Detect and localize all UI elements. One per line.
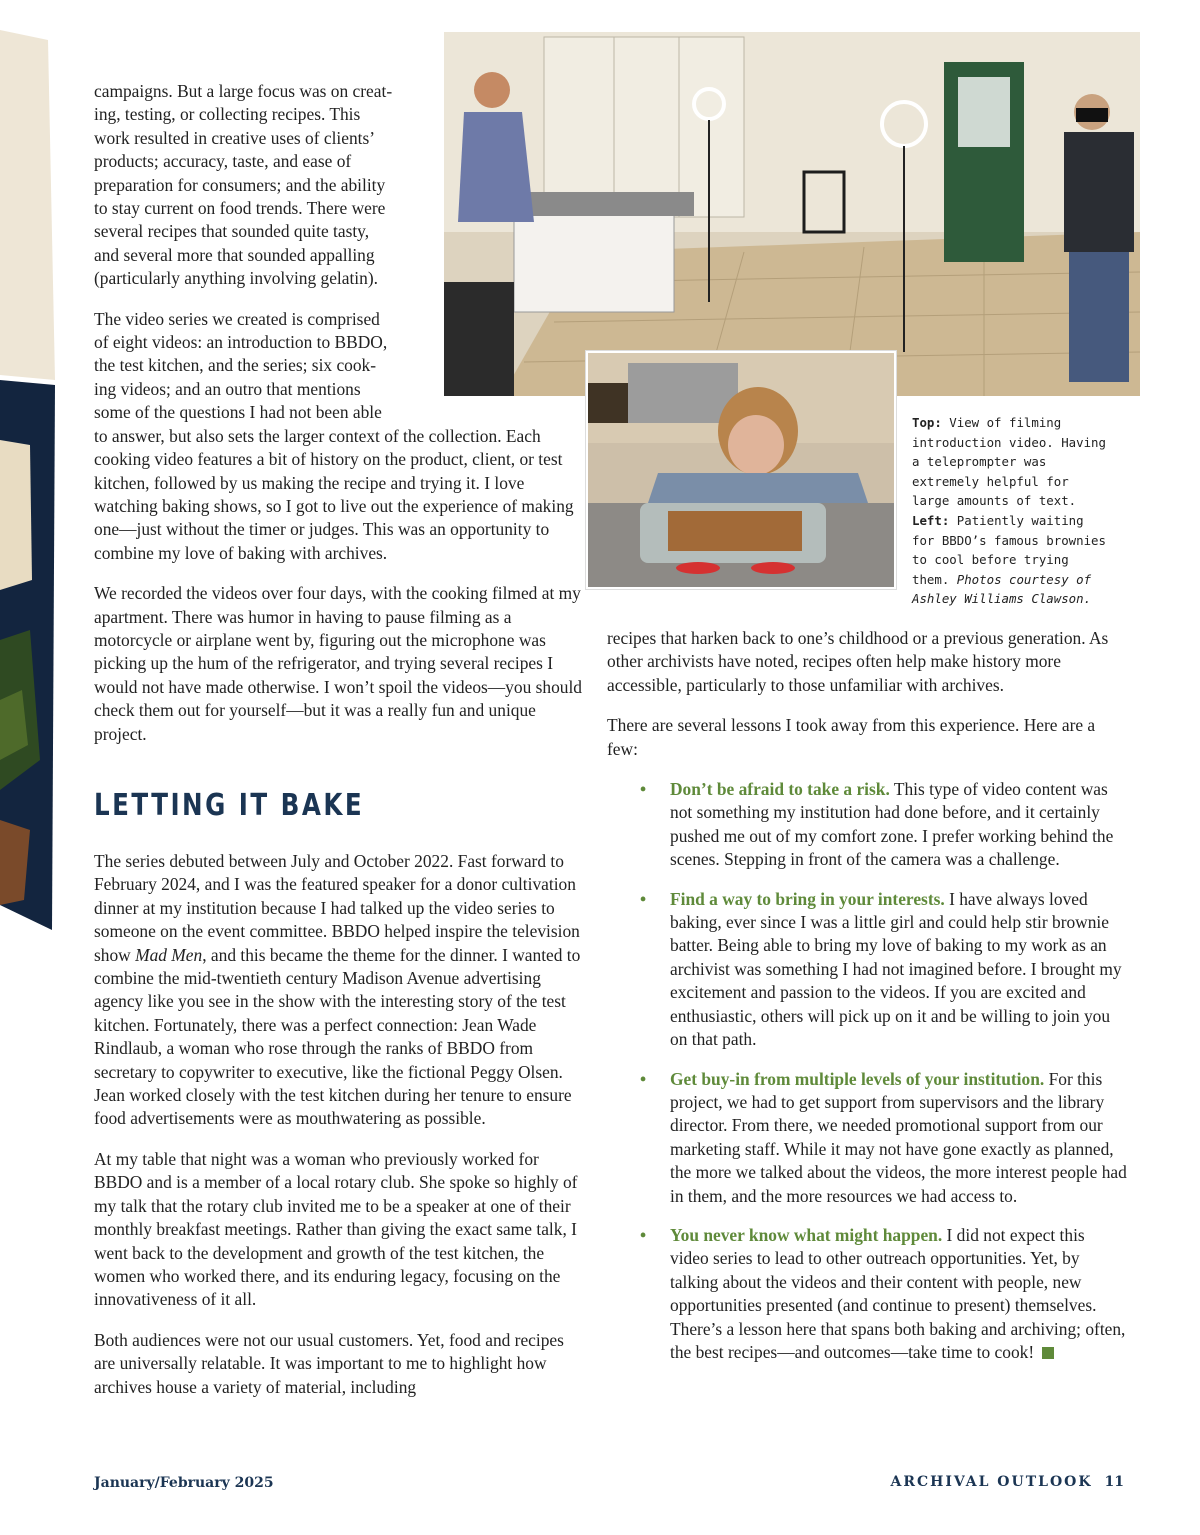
lessons-intro: There are several lessons I took away from this experience. Here are a few:	[607, 715, 1096, 759]
lesson-text: I have always loved baking, ever since I was a little girl and could help stir brownie batter. Being able to bring my love of baking to my work as an archivist was something I had not imagined before. I brought my excitement and passion to the videos. If you are excited and enthusiastic, others will pick up on it and be willing to join you on that path.	[670, 888, 1122, 1050]
recording-paragraph: We recorded the videos over four days, with the cooking filmed at my apartment. There was humor in having to pause filming as a motorcycle or airplane went by, figuring out the microphone was picking up the hum of the refrigerator, and trying several recipes I would not have made otherwise. I won’t spoil the videos—you should check them out for yourself—but it was a really fun and unique project.	[94, 583, 582, 744]
text-line: The video series we created is comprised	[94, 308, 380, 329]
caption-top-label: Top:	[912, 415, 942, 430]
lesson-text: This type of video content was not something my institution had done before, and it certainly pushed me out of my comfort zone. I prefer working behind the scenes. Stepping in front of the camera was a challenge.	[670, 779, 1114, 870]
brownies-photo	[586, 351, 896, 589]
text-line: several recipes that sounded quite tasty,	[94, 221, 370, 242]
lesson-lead: You never know what might happen.	[670, 1224, 943, 1245]
left-column	[94, 80, 584, 763]
video-series-paragraph	[94, 308, 584, 565]
text-line: of eight videos: an introduction to BBDO,	[94, 332, 388, 353]
left-edge-graphic	[0, 0, 60, 1535]
section-heading: LETTING IT BAKE	[94, 788, 365, 823]
bullet-marker: •	[640, 1224, 647, 1245]
left-column-lower	[94, 850, 584, 1416]
text-line: the test kitchen, and the series; six cook-	[94, 355, 377, 376]
bullet-marker: •	[640, 1068, 647, 1089]
lesson-text: I did not expect this video series to lead to other outreach opportunities. Yet, by talking about the videos and their content with people, new opportunities presented (and continue to present) themselves. There’s a lesson here that spans both baking and archiving; often, the best recipes—and outcomes—take time to cook!	[670, 1224, 1126, 1362]
series-debut-paragraph	[94, 850, 584, 1131]
text-line: campaigns. But a large focus was on creat-	[94, 81, 393, 101]
list-item	[607, 778, 1127, 872]
caption-credit: Photos courtesy of Ashley Williams Clawson.	[912, 571, 1092, 607]
text-line: work resulted in creative uses of clients’	[94, 127, 376, 148]
bullet-marker: •	[640, 888, 647, 909]
lesson-lead: Find a way to bring in your interests.	[670, 888, 945, 909]
issue-date: January/February 2025	[94, 1475, 274, 1491]
caption-left-text: Patiently waiting for BBDO’s famous brownies to cool before trying them.	[912, 512, 1106, 587]
text-line: preparation for consumers; and the ability	[94, 174, 386, 195]
running-footer	[891, 1474, 1124, 1490]
magazine-name: ARCHIVAL OUTLOOK	[890, 1474, 1093, 1490]
list-item	[607, 1224, 1127, 1364]
photo-caption	[912, 413, 1112, 609]
text-line: (particularly anything involving gelatin).	[94, 268, 378, 289]
paragraph-rest: to answer, but also sets the larger context of the collection. Each cooking video features a bit of history on the product, client, or test kitchen, followed by us making the recipe and trying it. I love watching baking shows, so I got to live out the experience of making one—just without the timer or judges. This was an opportunity to combine my love of baking with archives.	[94, 425, 574, 563]
lesson-lead: Get buy-in from multiple levels of your institution.	[670, 1068, 1045, 1089]
lessons-list	[607, 778, 1127, 1364]
bullet-marker: •	[640, 779, 647, 800]
audiences-paragraph: Both audiences were not our usual customers. Yet, food and recipes are universally relatable. It was important to me to highlight how archives house a variety of material, including	[94, 1329, 564, 1397]
list-item	[607, 1068, 1127, 1208]
text-line: and several more that sounded appalling	[94, 244, 375, 265]
rotary-paragraph: At my table that night was a woman who previously worked for BBDO and is a member of a local rotary club. She spoke so highly of my talk that the rotary club invited me to be a speaker at one of their monthly breakfast meetings. Rather than giving the exact same talk, I went back to the development and growth of the test kitchen, the women who worked there, and its enduring legacy, focusing on the innovativeness of it all.	[94, 1148, 578, 1310]
lesson-text: For this project, we had to get support from supervisors and the library director. From there, we needed promotional support from our marketing staff. While it may not have gone exactly as planned, the more we talked about the videos, the more interest people had in them, and the more resources we had access to.	[670, 1068, 1127, 1206]
right-column	[607, 627, 1127, 1380]
caption-top-text: View of filming introduction video. Having a teleprompter was extremely helpful for large amounts of text.	[912, 415, 1106, 509]
recipes-paragraph: recipes that harken back to one’s childhood or a previous generation. As other archivists have noted, recipes often help make history more accessible, particularly to those unfamiliar with archives.	[607, 628, 1109, 695]
caption-left-label: Left:	[912, 512, 950, 528]
text-line: products; accuracy, taste, and ease of	[94, 151, 352, 172]
show-title: Mad Men	[135, 944, 203, 965]
intro-paragraph	[94, 80, 416, 291]
para-text: The series debuted between July and October 2022. Fast forward to February 2024, and I was the featured speaker for a donor cultivation dinner at my institution because I had talked up the video series to someone on the event committee. BBDO helped inspire the television show	[94, 851, 580, 965]
text-line: some of the questions I had not been able	[94, 402, 382, 423]
list-item	[607, 888, 1127, 1052]
text-line: ing videos; and an outro that mentions	[94, 378, 361, 399]
para-text: , and this became the theme for the dinner. I wanted to combine the mid-twentieth century Madison Avenue advertising agency like you see in the show with the interesting story of the test kitchen. Fortunately, there was a perfect connection: Jean Wade Rindlaub, a woman who rose through the ranks of BBDO from secretary to copywriter to executive, like the fictional Peggy Olsen. Jean worked closely with the test kitchen during her tenure to ensure food advertisements were as mouthwatering as possible.	[94, 944, 581, 1129]
text-line: to stay current on food trends. There were	[94, 198, 386, 219]
end-mark-icon	[1042, 1347, 1054, 1359]
narrow-lines	[94, 308, 416, 425]
text-line: ing, testing, or collecting recipes. This	[94, 104, 361, 125]
page-number: 11	[1104, 1474, 1124, 1490]
lesson-lead: Don’t be afraid to take a risk.	[670, 779, 890, 800]
